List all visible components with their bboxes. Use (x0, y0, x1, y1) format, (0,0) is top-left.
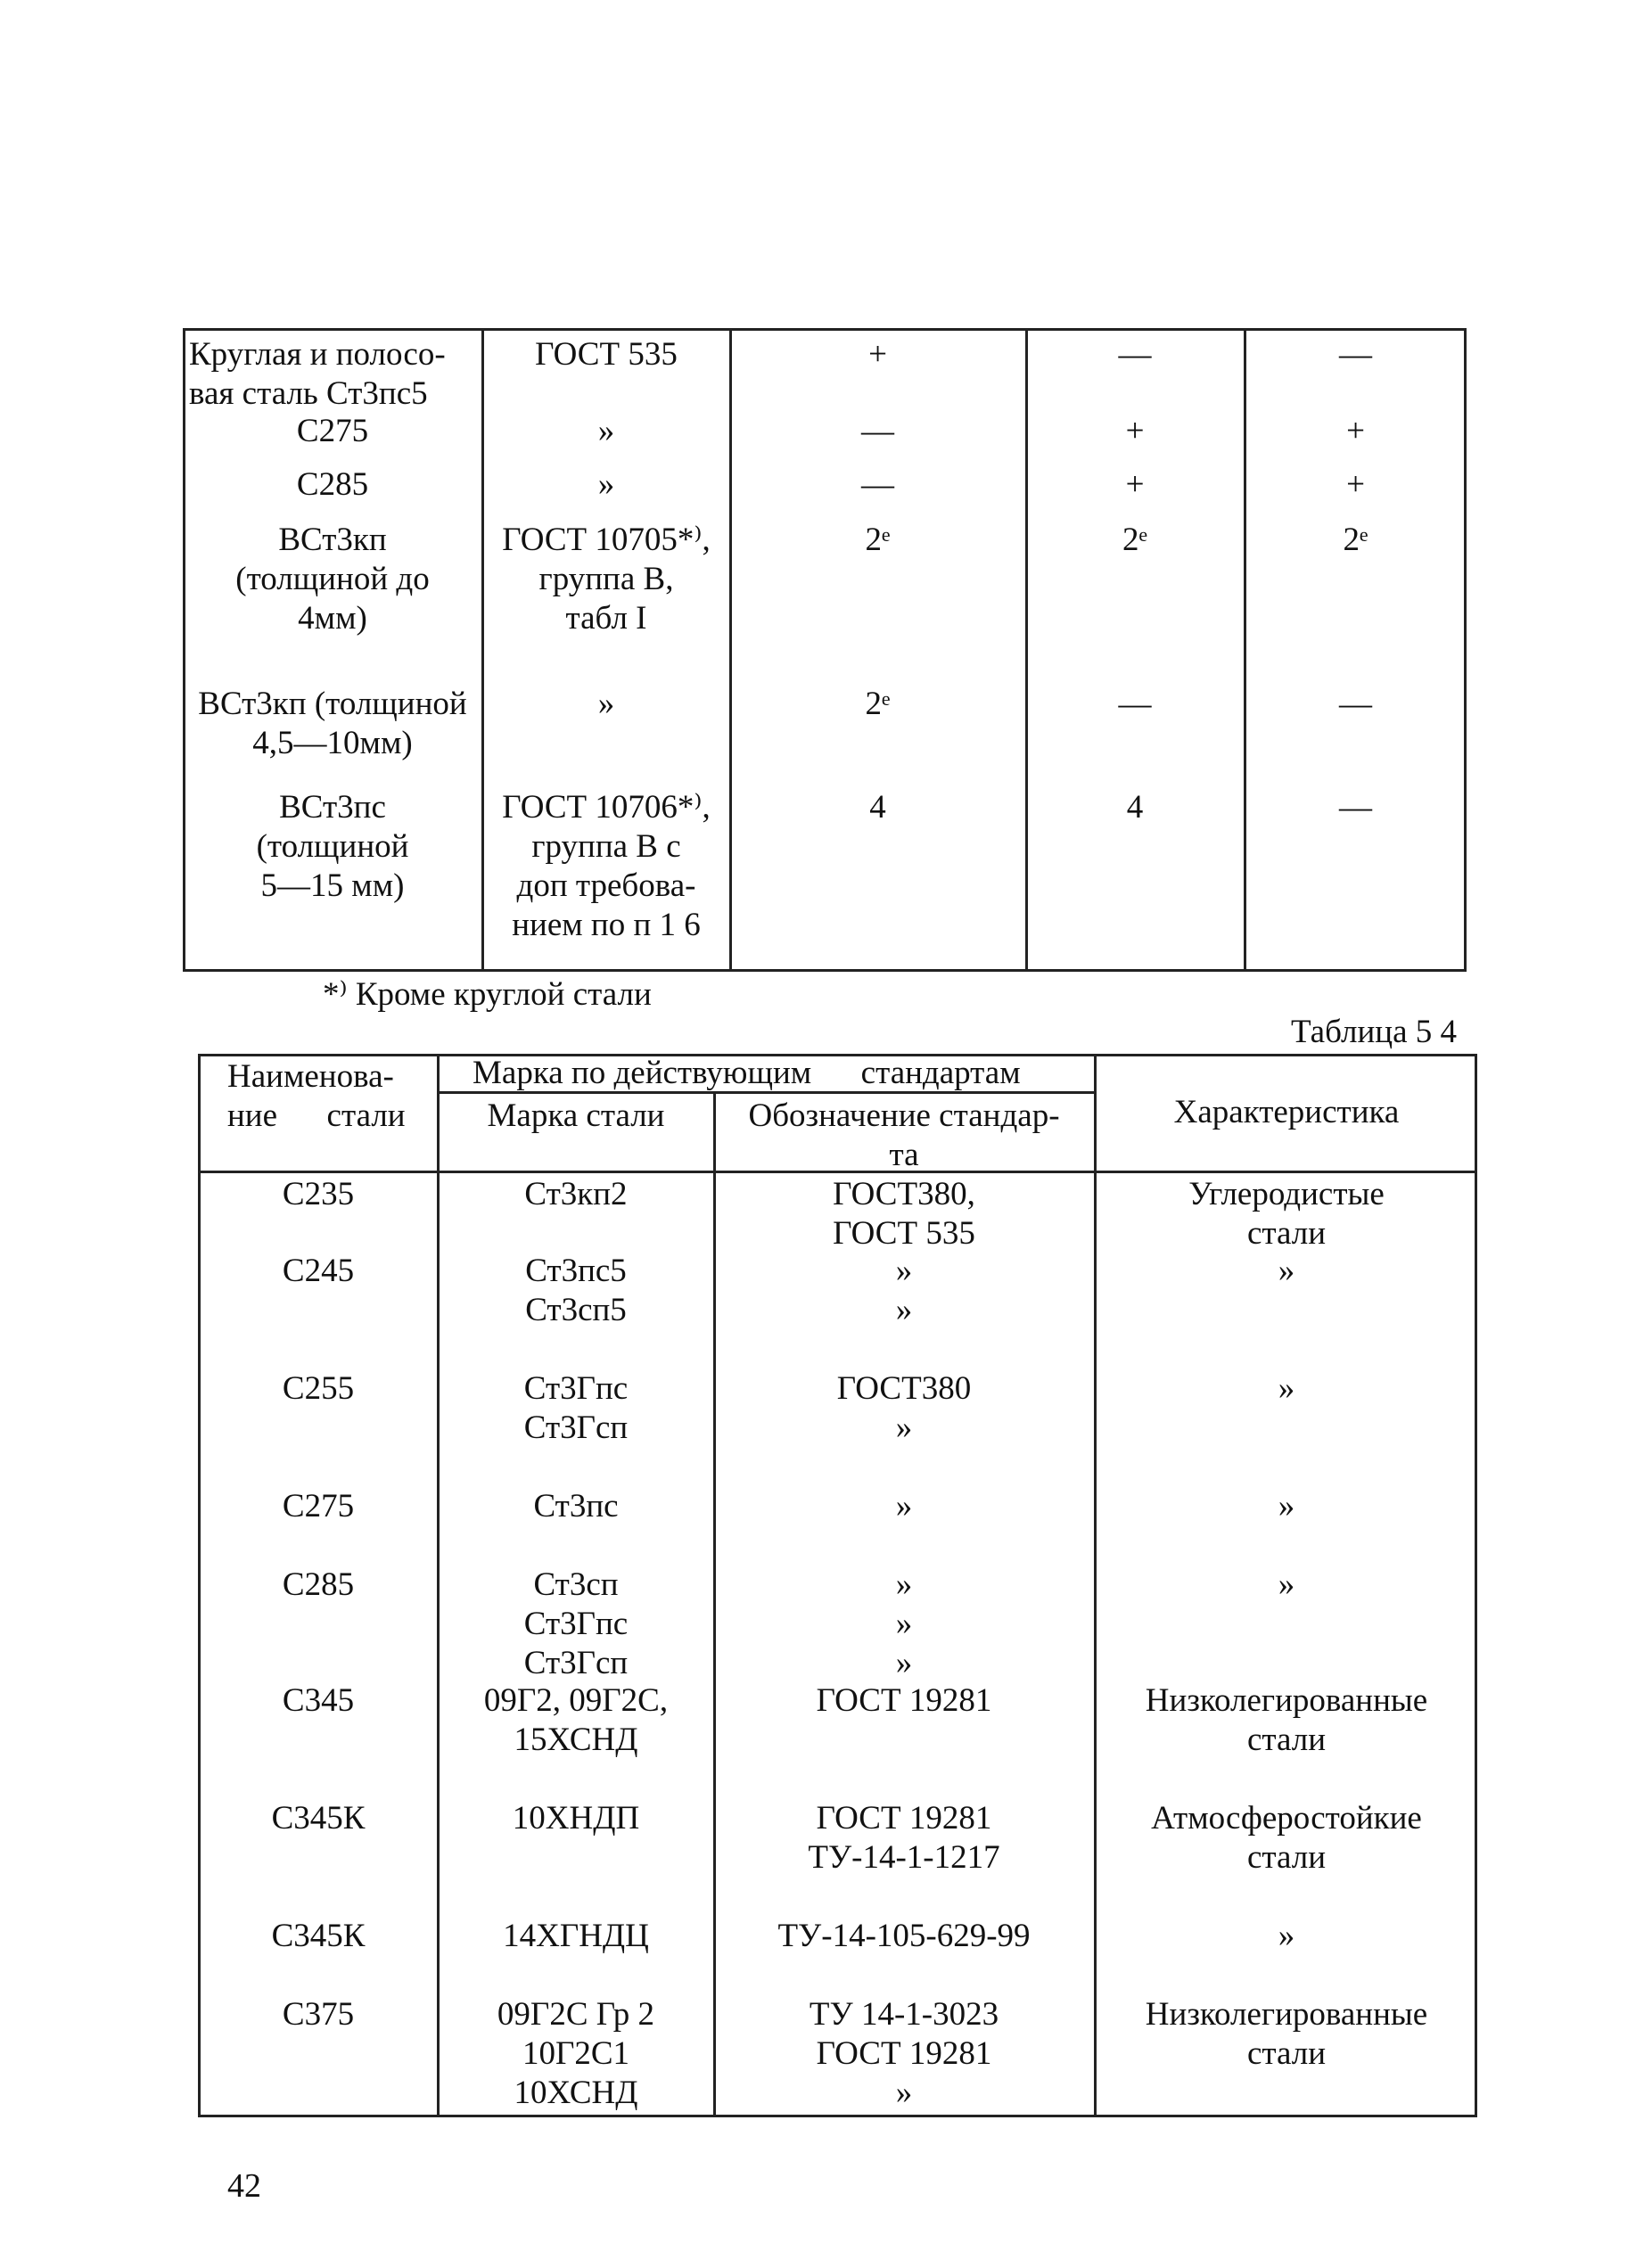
table2-row8-grade: 14ХГНДЦ (503, 1918, 649, 1954)
page-number: 42 (227, 2167, 261, 2205)
table1-row6-col3: — (1339, 789, 1372, 826)
table1-row1-name: Круглая и полосо- вая сталь Ст3пс5 (189, 336, 446, 412)
table1-row5-col3: — (1339, 686, 1372, 722)
table1-footnote: *⁾ Кроме круглой стали (323, 976, 652, 1013)
table1-divider (1025, 328, 1028, 972)
table2-row1-name: С235 (282, 1176, 355, 1212)
table2-row3-characteristic: » (1278, 1370, 1295, 1407)
table1-row6-col2: 4 (1126, 789, 1144, 826)
table2-row8-name: С345К (271, 1918, 366, 1954)
table1-row2-name: С275 (296, 413, 369, 449)
table2-row9-name: С375 (282, 1996, 355, 2033)
table1-row3-col3: + (1346, 466, 1365, 503)
table1-row6-name: ВСт3пс (толщиной 5—15 мм) (256, 789, 409, 904)
table2-divider (1094, 1054, 1097, 2117)
table1-divider (481, 328, 484, 972)
table1-row5-name: ВСт3кп (толщиной 4,5—10мм) (198, 686, 467, 761)
table2-row8-standard: ТУ-14-105-629-99 (777, 1918, 1031, 1954)
table2-row2-name: С245 (282, 1253, 355, 1289)
table2-row9-grade: 09Г2С Гр 2 10Г2С1 10ХСНД (497, 1996, 655, 2111)
table2-row7-grade: 10ХНДП (512, 1800, 640, 1837)
table1-row1-col1: + (868, 336, 887, 373)
table1-row6-standard: ГОСТ 10706*⁾, группа В с доп требова- нием по п 1 6 (502, 789, 711, 943)
table1-row4-col2: 2ᵉ (1122, 522, 1147, 558)
table1-row1-col3: — (1339, 336, 1372, 373)
table2-header-name: Наименова- ние стали (227, 1058, 406, 1134)
table1-row4-col1: 2ᵉ (865, 522, 891, 558)
table1-row1-col2: — (1118, 336, 1152, 373)
table1-row3-name: С285 (296, 466, 369, 503)
table2-row2-standard: » » (895, 1253, 913, 1328)
table2-row5-grade: Ст3сп Ст3Гпс Ст3Гсп (523, 1566, 629, 1681)
table2-row1-characteristic: Углеродистые стали (1188, 1176, 1385, 1252)
table1-row5-col1: 2ᵉ (865, 686, 891, 722)
table1-row3-standard: » (597, 466, 615, 503)
table2-divider (437, 1054, 440, 2117)
table2-row6-standard: ГОСТ 19281 (816, 1682, 992, 1719)
table2-row7-standard: ГОСТ 19281 ТУ-14-1-1217 (808, 1800, 1000, 1876)
table1-row4-standard: ГОСТ 10705*⁾, группа В, табл I (502, 522, 711, 637)
table1-row1-standard: ГОСТ 535 (535, 336, 678, 373)
table1-row2-standard: » (597, 413, 615, 449)
table2-caption: Таблица 5 4 (1291, 1014, 1457, 1050)
table1-row2-col3: + (1346, 413, 1365, 449)
table2-row2-characteristic: » (1278, 1253, 1295, 1289)
table2-row3-grade: Ст3Гпс Ст3Гсп (523, 1370, 629, 1446)
table1-row2-col1: — (861, 413, 894, 449)
table2-row4-grade: Ст3пс (533, 1488, 619, 1524)
table2-row5-standard: » » » (895, 1566, 913, 1681)
table2-row4-standard: » (895, 1488, 913, 1524)
table2-row7-characteristic: Атмосферостойкие стали (1151, 1800, 1422, 1876)
table2-row1-standard: ГОСТ380, ГОСТ 535 (833, 1176, 975, 1252)
table2-row1-grade: Ст3кп2 (524, 1176, 628, 1212)
table2-row3-name: С255 (282, 1370, 355, 1407)
table2-row6-characteristic: Низколегированные стали (1145, 1682, 1428, 1758)
table1-divider (729, 328, 732, 972)
table2-header-group: Марка по действующим стандартам (473, 1055, 1021, 1091)
table2-row5-name: С285 (282, 1566, 355, 1603)
table1-row2-col2: + (1125, 413, 1145, 449)
table2-row8-characteristic: » (1278, 1918, 1295, 1954)
table1-row4-name: ВСт3кп (толщиной до 4мм) (235, 522, 430, 637)
table2-row4-characteristic: » (1278, 1488, 1295, 1524)
table1-row4-col3: 2ᵉ (1343, 522, 1368, 558)
table1-divider (1244, 328, 1246, 972)
table2-row2-grade: Ст3пс5 Ст3сп5 (525, 1253, 627, 1328)
table2-header-grade: Марка стали (487, 1097, 665, 1134)
table2-row4-name: С275 (282, 1488, 355, 1524)
table1-row3-col2: + (1125, 466, 1145, 503)
table2-header-standard: Обозначение стандар- та (748, 1097, 1060, 1173)
table1-row3-col1: — (861, 466, 894, 503)
table2-header-characteristic: Характеристика (1173, 1094, 1400, 1130)
table2-row7-name: С345К (271, 1800, 366, 1837)
table2-divider (713, 1093, 716, 2117)
table2-row9-standard: ТУ 14-1-3023 ГОСТ 19281 » (809, 1996, 999, 2111)
table1-row5-col2: — (1118, 686, 1152, 722)
table2-row6-grade: 09Г2, 09Г2С, 15ХСНД (483, 1682, 669, 1758)
table2-row3-standard: ГОСТ380 » (836, 1370, 972, 1446)
table1-row6-col1: 4 (869, 789, 886, 826)
table2-row9-characteristic: Низколегированные стали (1145, 1996, 1428, 2072)
table2-row6-name: С345 (282, 1682, 355, 1719)
table2-row5-characteristic: » (1278, 1566, 1295, 1603)
table1-row5-standard: » (597, 686, 615, 722)
